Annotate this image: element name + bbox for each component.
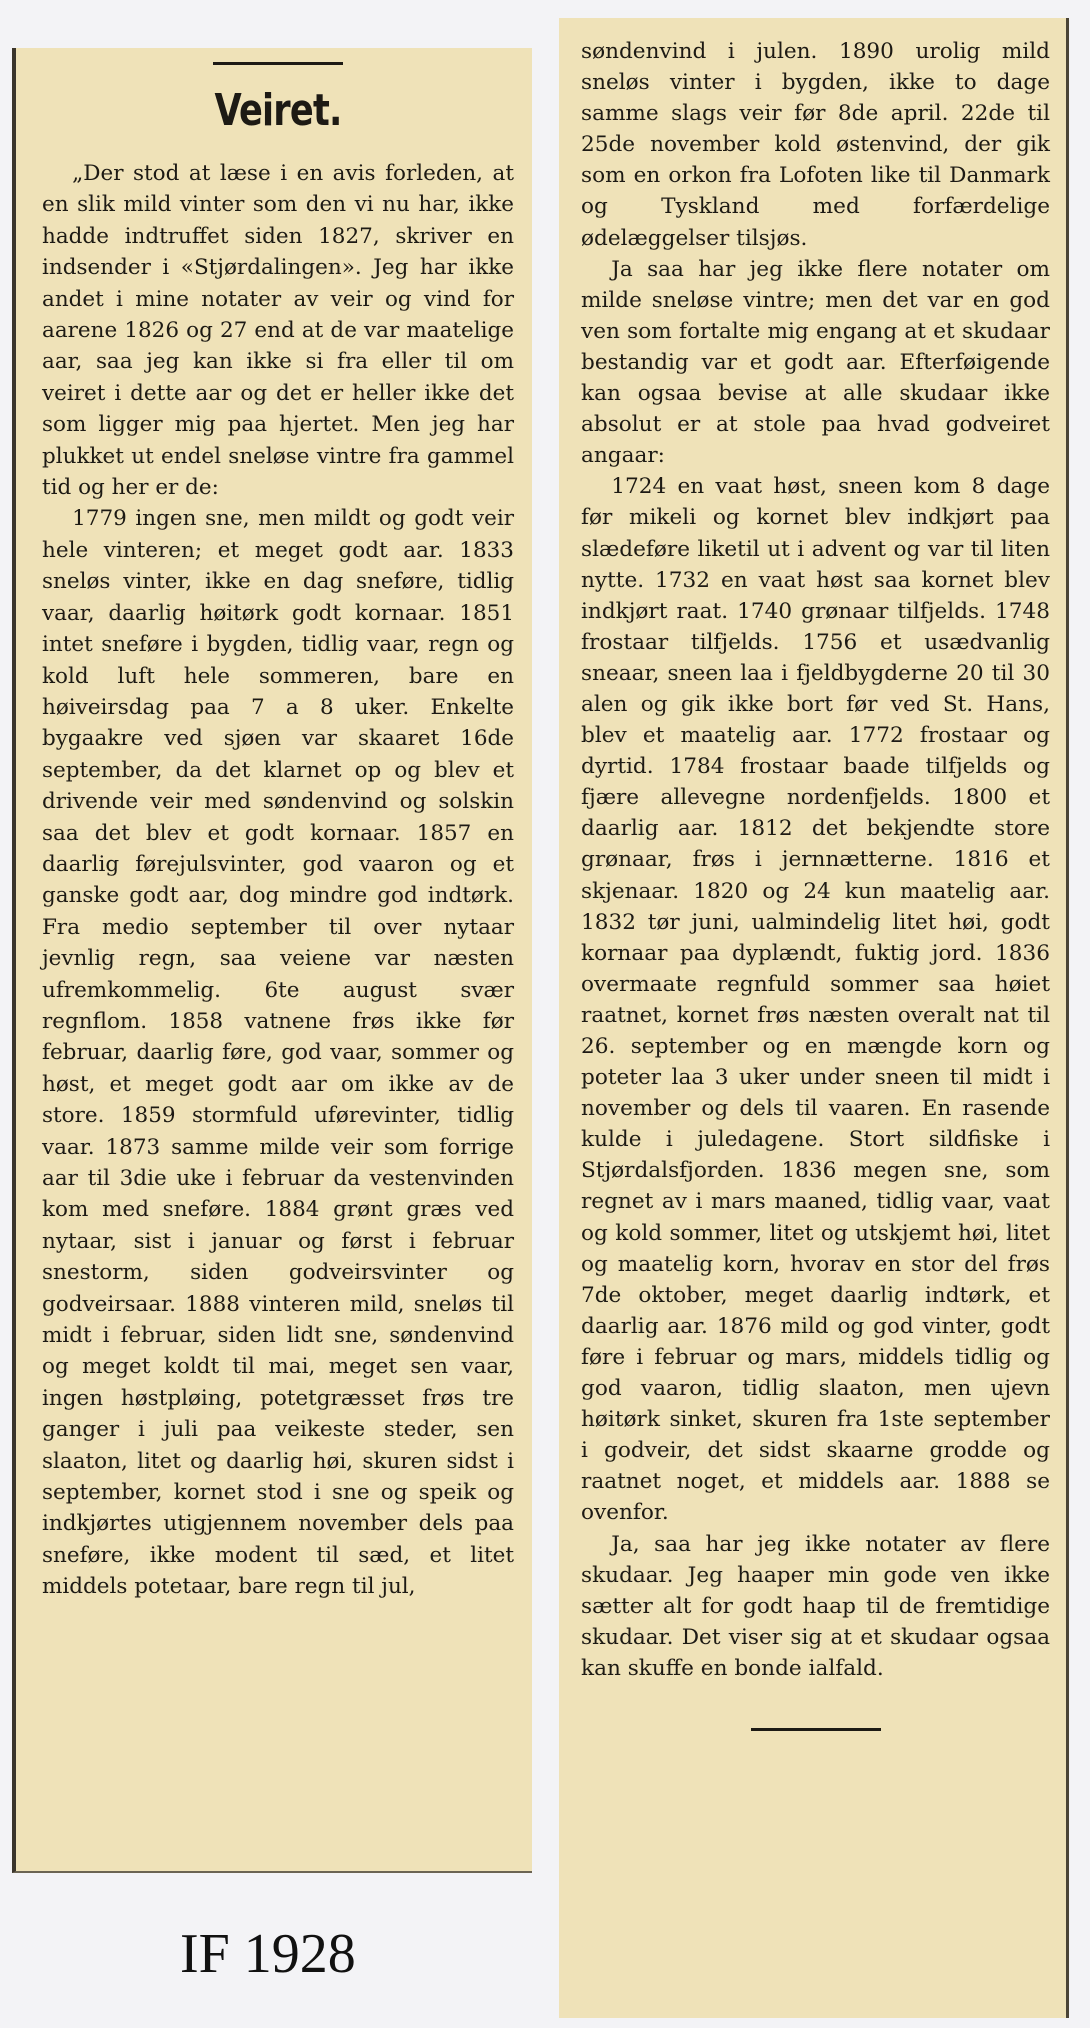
right-newspaper-column [559,18,1069,2018]
end-divider-rule [751,1728,881,1731]
left-newspaper-column [12,48,532,1873]
paragraph: 1724 en vaat høst, sneen kom 8 dage før mikeli og kornet blev indkjørt paa slædeføre liketil ut i advent og var til liten nytte. 1732 en vaat høst saa kornet blev indkjørt raat. 1740 grønaar tilfjelds. 1748 frostaar tilfjelds. 1756 et usædvanlig sneaar, sneen laa i fjeldbygderne 20 til 30 alen og gik ikke bort før ved St. Hans, blev et maatelig aar. 1772 frostaar og dyrtid. 1784 frostaar baade tilfjelds og fjære allevegne nordenfjelds. 1800 et daarlig aar. 1812 det bekjendte store grønaar, frøs i jernnætterne. 1816 et skjenaar. 1820 og 24 kun maatelig aar. 1832 tør juni, ualmindelig litet høi, godt kornaar paa dyplændt, fuktig jord. 1836 overmaate regnfuld sommer saa høiet raatnet, kornet frøs næsten overalt nat til 26. september og en mængde korn og poteter laa 3 uker under sneen til midt i november og dels til vaaren. En rasende kulde i juledagene. Stort sildfiske i Stjørdalsfjorden. 1836 megen sne, som regnet av i mars maaned, tidlig vaar, vaat og kold sommer, litet og utskjemt høi, litet og maatelig korn, hvorav en stor del frøs 7de oktober, meget daarlig indtørk, et daarlig aar. 1876 mild og god vinter, godt føre i februar og mars, middels tidlig og god vaaron, tidlig slaaton, men ujevn høitørk sinket, skuren fra 1ste september i godveir, det sidst skaarne grodde og raatnet noget, et middels aar. 1888 se ovenfor. [581,474,1050,1526]
paragraph: Ja, saa har jeg ikke notater av flere skudaar. Jeg haaper min gode ven ikke sætter alt for godt haap til de fremtidige skudaar. Det viser sig at et skudaar ogsaa kan skuffe en bonde ialfald. [581,1531,1050,1681]
paragraph: „Der stod at læse i en avis forleden, at en slik mild vinter som den vi nu har, ikke hadde indtruffet siden 1827, skriver en indsender i «Stjørdalingen». Jeg har ikke andet i mine notater av veir og vind for aarene 1826 og 27 end at de var maatelige aar, saa jeg kan ikke si fra eller til om veiret i dette aar og det er heller ikke det som ligger mig paa hjertet. Men jeg har plukket ut endel sneløse vintre fra gammel tid og her er de: [42,161,514,501]
paragraph: Ja saa har jeg ikke flere notater om milde sneløse vintre; men det var en god ven som fortalte mig engang at et skudaar bestandig var et godt aar. Efterføigende kan ogsaa bevise at alle skudaar ikke absolut er at stole paa hvad godveiret angaar: [581,256,1050,469]
paragraph: 1779 ingen sne, men mildt og godt veir hele vinteren; et meget godt aar. 1833 sneløs vinter, ikke en dag sneføre, tidlig vaar, daarlig høitørk godt kornaar. 1851 intet sneføre i bygden, tidlig vaar, regn og kold luft hele sommeren, bare en høiveirsdag paa 7 a 8 uker. Enkelte bygaakre ved sjøen var skaaret 16de september, da det klarnet op og blev et drivende veir med søndenvind og solskin saa det blev et godt kornaar. 1857 en daarlig førejulsvinter, god vaaron og et ganske godt aar, dog mindre god indtørk. Fra medio september til over nytaar jevnlig regn, saa veiene var næsten ufremkommelig. 6te august svær regnflom. 1858 vatnene frøs ikke før februar, daarlig føre, god vaar, sommer og høst, et meget godt aar om ikke av de store. 1859 stormfuld uførevinter, tidlig vaar. 1873 samme milde veir som forrige aar til 3die uke i februar da vestenvinden kom med sneføre. 1884 grønt græs ved nytaar, sist i januar og først i februar snestorm, siden godveirsvinter og godveirsaar. 1888 vinteren mild, sneløs til midt i februar, siden lidt sne, søndenvind og meget koldt til mai, meget sen vaar, ingen høstpløing, potetgræsset frøs tre ganger i juli paa veikeste steder, sen slaaton, litet og daarlig høi, skuren sidst i september, kornet stod i sne og speik og indkjørtes utigjennem november dels paa sneføre, ikke modent til sæd, et litet middels potetaar, bare regn til jul, [42,506,514,1600]
left-column-text [42,158,514,1603]
paragraph: søndenvind i julen. 1890 urolig mild sneløs vinter i bygden, ikke to dage samme slags veir før 8de april. 22de til 25de november kold østenvind, der gik som en orkon fra Lofoten like til Danmark og Tyskland med forfærdelige ødelæggelser tilsjøs. [581,39,1050,251]
right-column-text [581,36,1050,1684]
article-title: Veiret. [214,85,342,136]
source-caption: IF 1928 [180,1923,356,1985]
title-divider-rule [213,62,343,65]
